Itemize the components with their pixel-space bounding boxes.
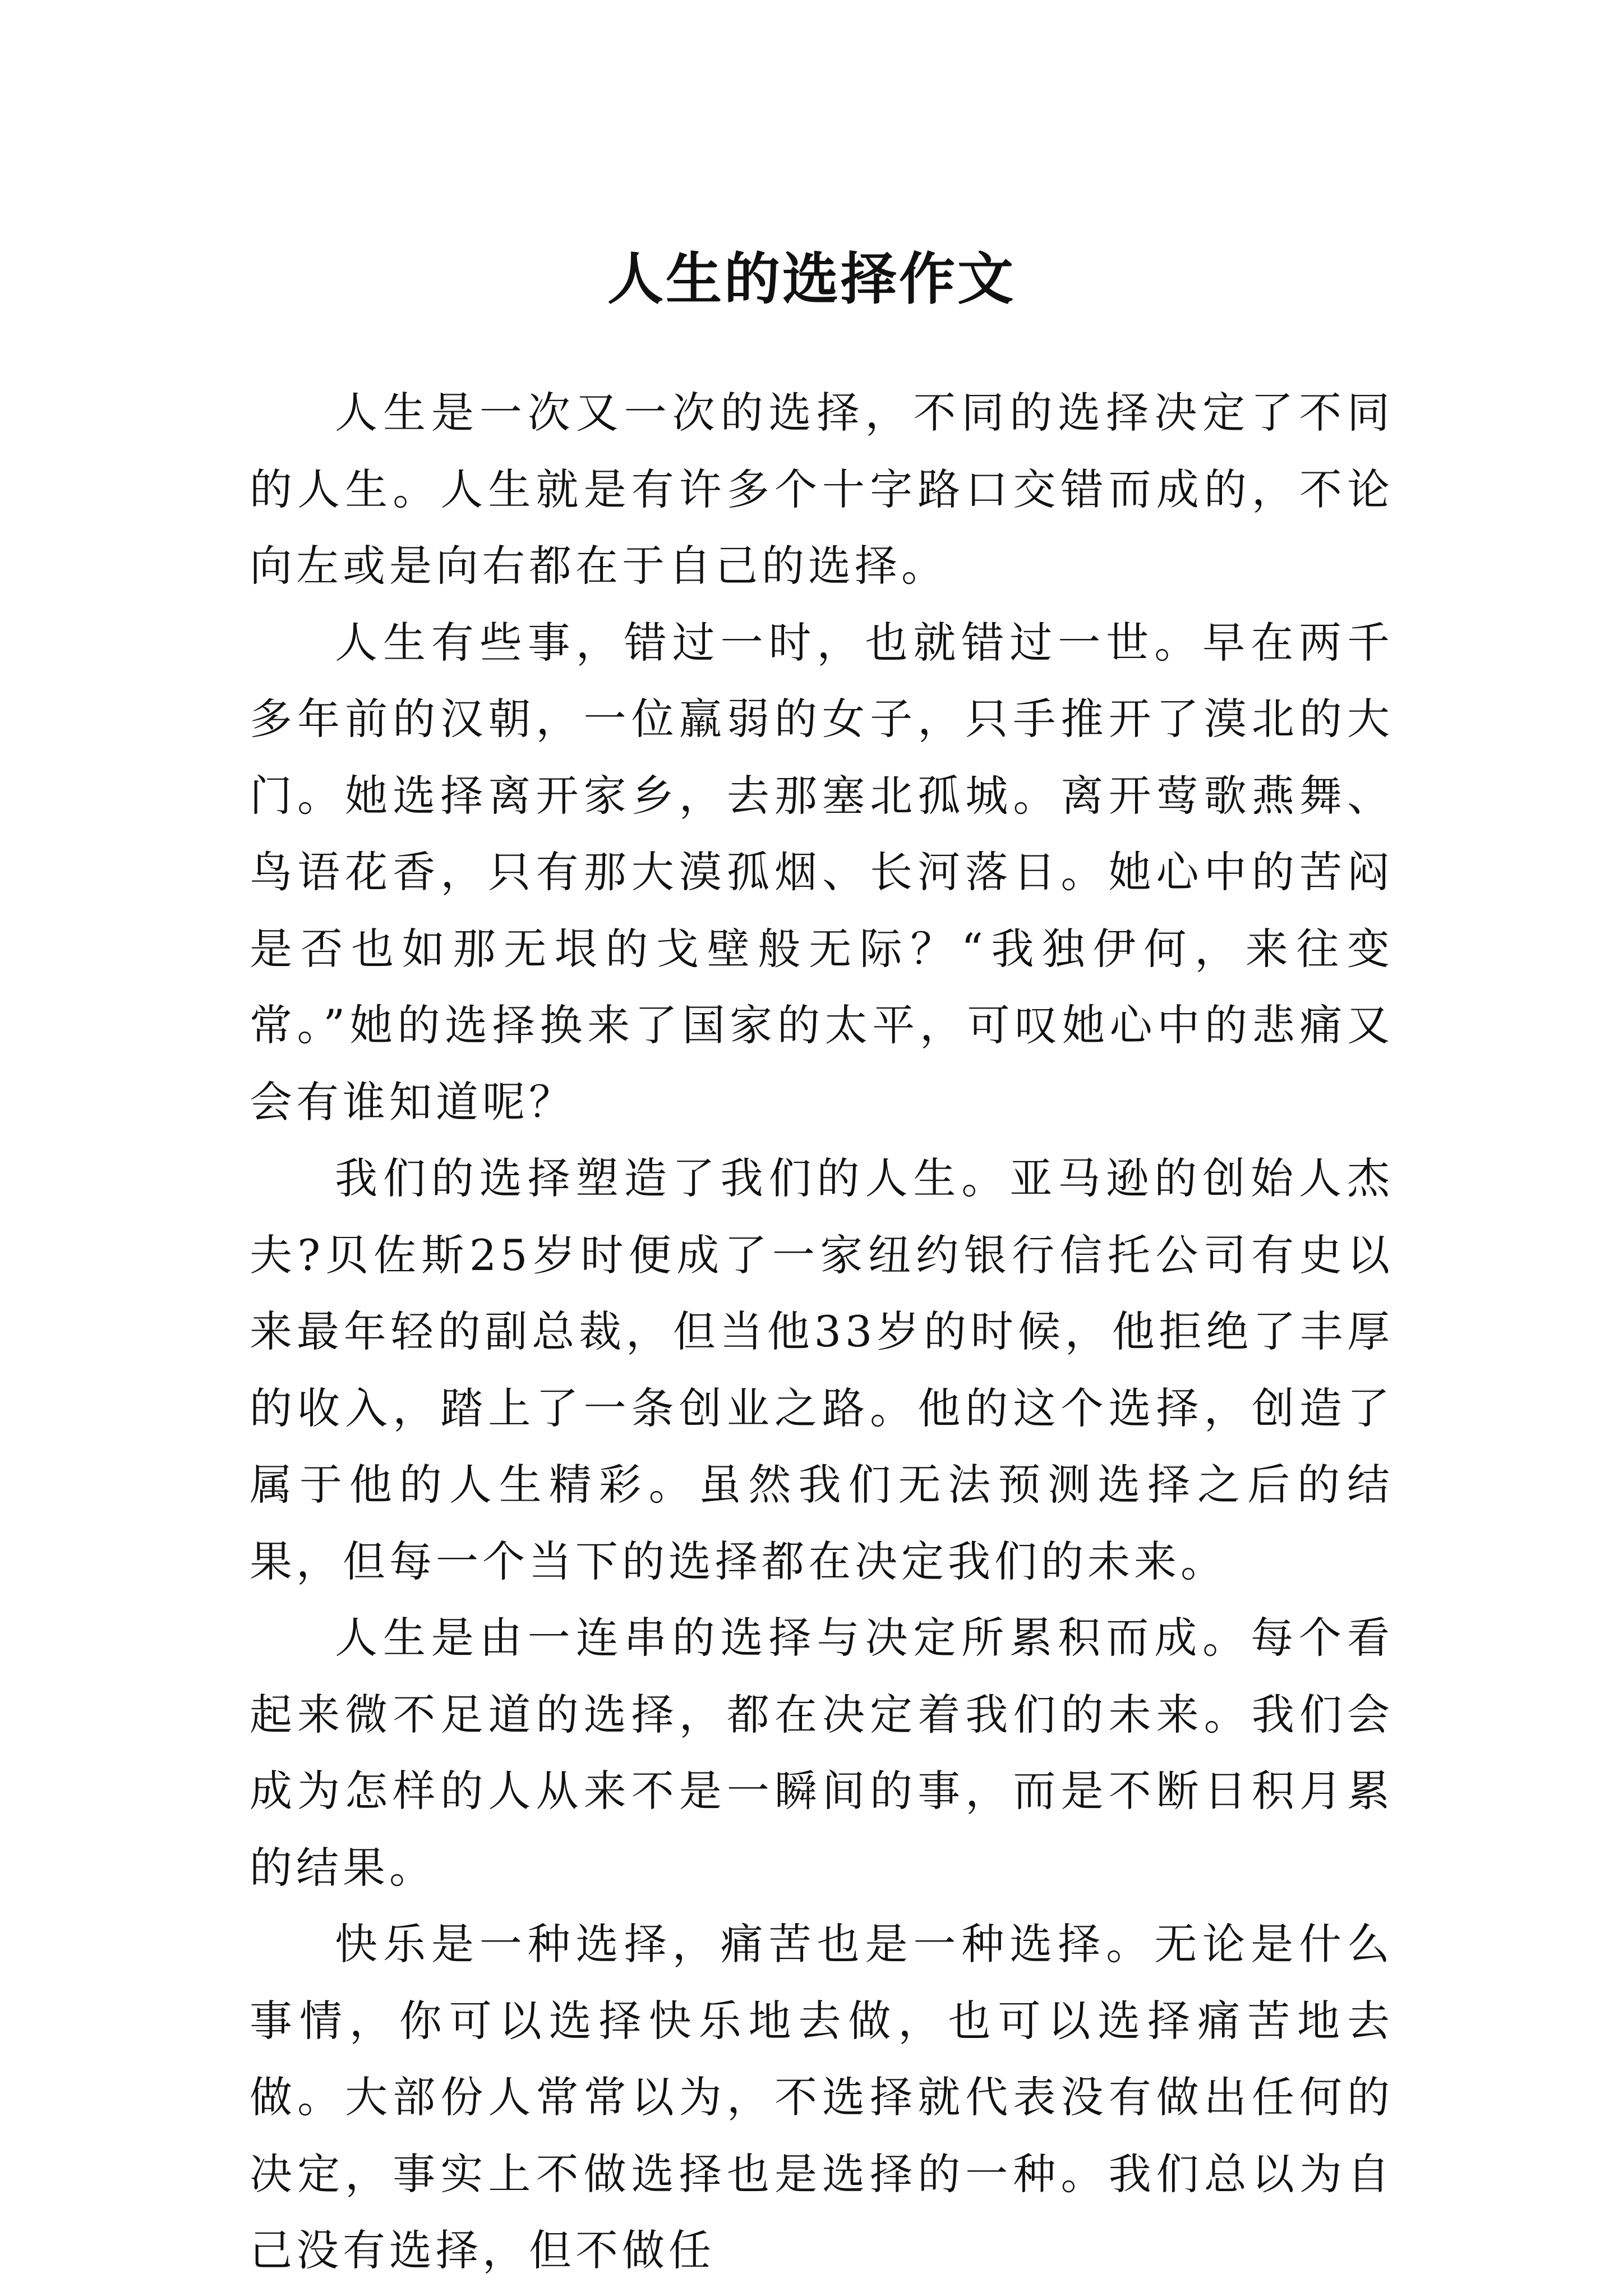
paragraph-2: 人生有些事，错过一时，也就错过一世。早在两千多年前的汉朝，一位羸弱的女子，只手推开了漠北的大门。她选择离开家乡，去那塞北孤城。离开莺歌燕舞、鸟语花香，只有那大漠孤烟、长河落日。她心中的苦闷是否也如那无垠的戈壁般无际？“我独伊何，来往变常。”她的选择换来了国家的太平，可叹她心中的悲痛又会有谁知道呢？ xyxy=(250,617,1394,1127)
paragraph-4: 人生是由一连串的选择与决定所累积而成。每个看起来微不足道的选择，都在决定着我们的未来。我们会成为怎样的人从来不是一瞬间的事，而是不断日积月累的结果。 xyxy=(250,1613,1394,1893)
document-body xyxy=(250,375,1394,2289)
document-title: 人生的选择作文 xyxy=(607,246,1016,312)
paragraph-1: 人生是一次又一次的选择，不同的选择决定了不同的人生。人生就是有许多个十字路口交错而成的，不论向左或是向右都在于自己的选择。 xyxy=(250,388,1394,591)
paragraph-5: 快乐是一种选择，痛苦也是一种选择。无论是什么事情，你可以选择快乐地去做，也可以选择痛苦地去做。大部份人常常以为，不选择就代表没有做出任何的决定，事实上不做选择也是选择的一种。我们总以为自己没有选择，但不做任 xyxy=(250,1919,1394,2275)
paragraph-3: 我们的选择塑造了我们的人生。亚马逊的创始人杰夫?贝佐斯25岁时便成了一家纽约银行信托公司有史以来最年轻的副总裁，但当他33岁的时候，他拒绝了丰厚的收入，踏上了一条创业之路。他的这个选择，创造了属于他的人生精彩。虽然我们无法预测选择之后的结果，但每一个当下的选择都在决定我们的未来。 xyxy=(250,1153,1394,1586)
